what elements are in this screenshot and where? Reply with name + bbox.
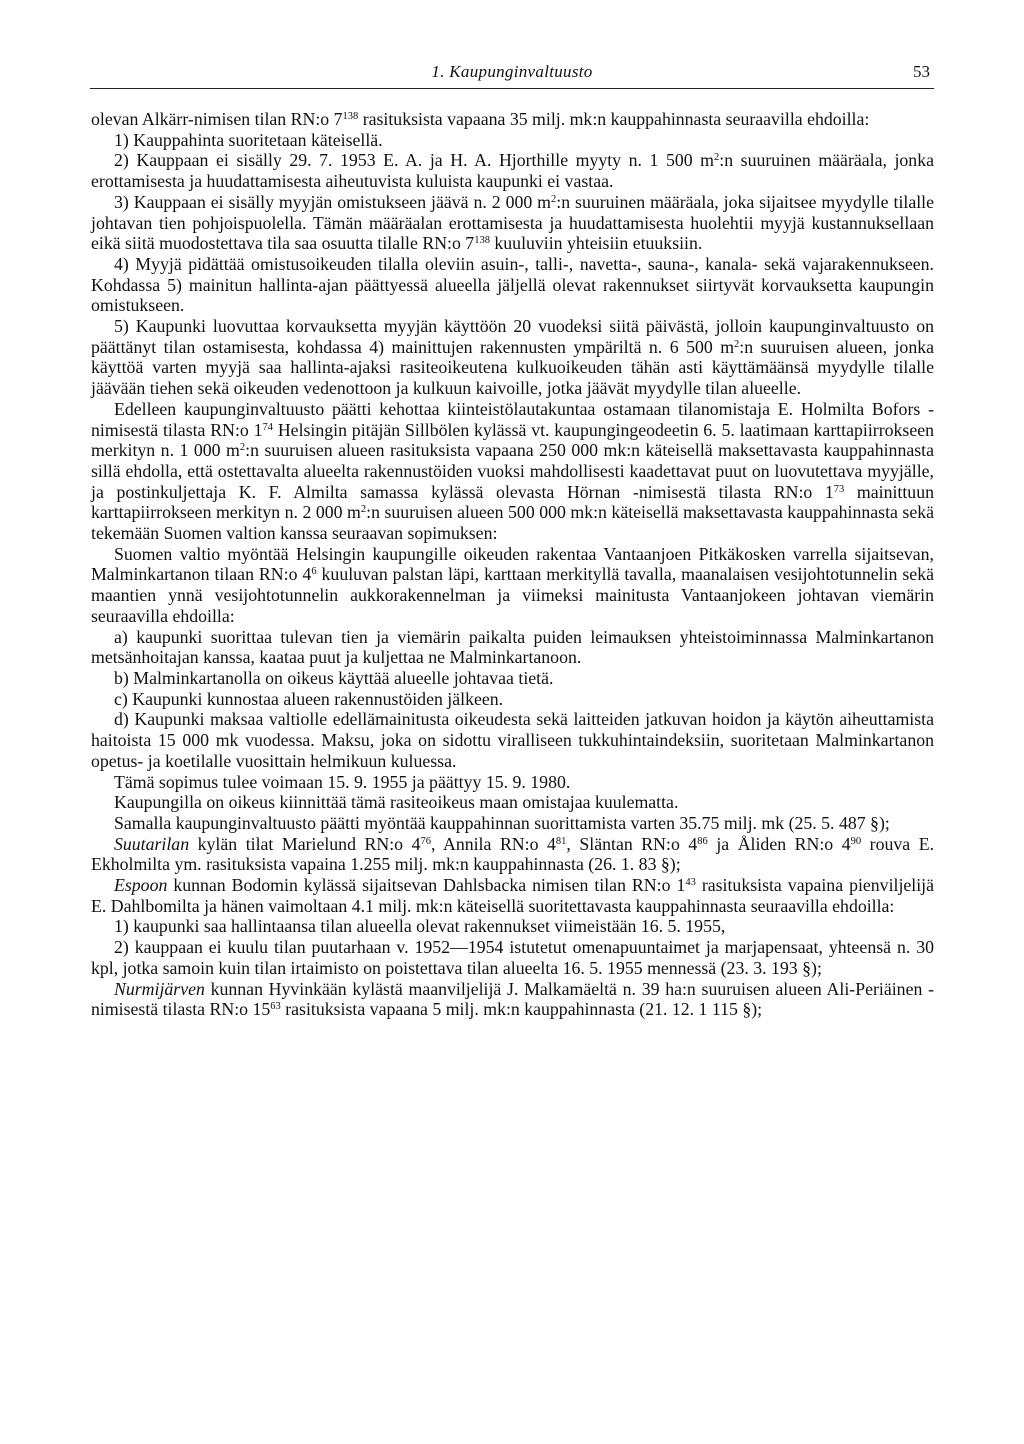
text-run: 2) Kauppaan ei sisälly 29. 7. 1953 E. A. ja H. A. Hjorthille myyty n. 1 500 m — [114, 150, 715, 171]
superscript: 2 — [239, 442, 246, 454]
text-run: rasituksista vapaina pienviljelijä E. Dahlbomilta ja hänen vaimoltaan 4.1 milj. mk:n käteisellä suoritettavasta kauppahinnasta seuraavilla ehdoilla: — [91, 875, 934, 916]
paragraph — [91, 254, 934, 316]
superscript: 2 — [734, 338, 740, 350]
paragraph — [91, 689, 934, 710]
text-run: kylän tilat Marielund RN:o 4 — [189, 833, 421, 854]
paragraph — [91, 316, 934, 399]
text-run: 1) Kauppahinta suoritetaan käteisellä. — [114, 129, 383, 150]
superscript: 138 — [342, 111, 359, 122]
chapter-title: 1. Kaupunginvaltuusto — [431, 62, 593, 81]
paragraph — [91, 668, 934, 689]
text-run: Kaupungilla on oikeus kiinnittää tämä rasiteoikeus maan omistajaa kuulematta. — [114, 792, 679, 813]
superscript: 74 — [262, 421, 274, 433]
text-run: c) Kaupunki kunnostaa alueen rakennustöiden jälkeen. — [114, 688, 504, 709]
page-number: 53 — [913, 62, 930, 81]
text-run: kunnan Hyvinkään kylästä maanviljelijä J. Malkamäeltä n. 39 ha:n suuruisen alueen Ali-Periäinen -nimisestä tilasta RN:o 15 — [91, 978, 934, 1020]
paragraph — [91, 130, 934, 151]
superscript: 73 — [833, 483, 845, 495]
paragraph — [91, 150, 934, 191]
text-run: :n suuruinen määräala, joka sijaitsee myydylle tilalle johtavan tien pohjoispuolella. Tämän määräalan erottamisesta ja huudattamisesta huolehtii myyjä kustannuksellaan eikä siitä muodostettava tila saa osuutta tilalle RN:o 7 — [91, 191, 934, 254]
text-run: a) kaupunki suorittaa tulevan tien ja viemärin paikalta puiden leimauksen yhteistoiminnassa Malminkartanon metsänhoitajan kanssa, kaataa puut ja kuljettaa ne Malminkartanoon. — [91, 626, 934, 668]
superscript: 63 — [270, 1001, 281, 1013]
superscript: 2 — [360, 504, 367, 516]
paragraph — [91, 916, 934, 937]
paragraph — [91, 399, 934, 544]
text-run: , Annila RN:o 4 — [430, 833, 556, 854]
text-run: Tämä sopimus tulee voimaan 15. 9. 1955 ja päättyy 15. 9. 1980. — [114, 771, 571, 792]
text-run: d) Kaupunki maksaa valtiolle edellämainitusta oikeudesta sekä laitteiden jatkuvan hoidon ja käytön aiheuttamista haitoista 15 000 mk vuodessa. Maksu, joka on sidottu viralliseen tukkuhintaindeksiin, suoritetaan Malminkartanon opetus- ja koetilalle vuosittain helmikuun kuluessa. — [91, 709, 934, 771]
paragraph — [91, 834, 934, 875]
text-run: 3) Kauppaan ei sisälly myyjän omistukseen jäävä n. 2 000 m — [114, 191, 552, 212]
running-header — [90, 58, 934, 89]
text-run: 5) Kaupunki luovuttaa korvauksetta myyjän käyttöön 20 vuodeksi siitä päivästä, jolloin kaupunginvaltuusto on päättänyt tilan ostamisesta, kohdassa 4) mainittujen rakennusten ympäriltä n. 6 500 m — [91, 316, 934, 357]
text-run: rouva E. Ekholmilta ym. rasituksista vapaina 1.255 milj. mk:n kauppahinnasta (26. 1. 83 §); — [91, 833, 935, 875]
text-run: 4) Myyjä pidättää omistusoikeuden tilalla oleviin asuin-, talli-, navetta-, sauna-, kanala- sekä vajarakennukseen. Kohdassa 5) mainitun hallinta-ajan päättyessä alueella jäljellä olevat rakennukset siirtyvät korvauksetta kaupungin omistukseen. — [91, 253, 934, 316]
superscript: 43 — [685, 877, 696, 889]
text-run: :n suuruisen alueen rasituksista vapaana 250 000 mk:n käteisellä maksettavasta kauppahinnasta sillä ehdolla, että ostettavalta alueelta rakennustöiden vuoksi mahdollisesti kaadettavat puut on luovutettava myyjälle, ja postinkuljettaja K. F. Almilta samassa kylässä olevasta Hörnan -nimisestä tilasta RN:o 1 — [91, 440, 934, 502]
italic-place-name: Suutarilan — [114, 833, 190, 854]
text-run: :n suuruinen määräala, jonka erottamisesta ja huudattamisesta aiheutuvista kuluista kaupunki ei vastaa. — [91, 150, 934, 192]
text-run: Suomen valtio myöntää Helsingin kaupungille oikeuden rakentaa Vantaanjoen Pitkäkosken varrella sijaitsevan, Malminkartanon tilaan RN:o 4 — [91, 543, 934, 585]
text-run: Edelleen kaupunginvaltuusto päätti kehottaa kiinteistölautakuntaa ostamaan tilanomistaja E. Holmilta Bofors -nimisestä tilasta RN:o 1 — [91, 398, 934, 440]
text-run: olevan Alkärr-nimisen tilan RN:o 7 — [91, 109, 343, 129]
superscript: 76 — [420, 835, 431, 847]
paragraph — [91, 937, 934, 978]
body-text — [91, 109, 934, 1020]
text-run: kuuluviin yhteisiin etuuksiin. — [489, 233, 703, 254]
superscript: 2 — [714, 152, 720, 164]
paragraph — [91, 792, 934, 813]
paragraph — [91, 627, 934, 668]
text-run: rasituksista vapaana 5 milj. mk:n kauppahinnasta (21. 12. 1 115 §); — [280, 999, 763, 1020]
text-run: ja Åliden RN:o 4 — [707, 833, 851, 854]
text-run: kunnan Bodomin kylässä sijaitsevan Dahlsbacka nimisen tilan RN:o 1 — [167, 875, 686, 896]
paragraph — [91, 772, 934, 793]
superscript: 90 — [850, 835, 862, 847]
text-run: rasituksista vapaana 35 milj. mk:n kauppahinnasta seuraavilla ehdoilla: — [358, 109, 870, 129]
superscript: 2 — [551, 193, 557, 205]
text-run: , Släntan RN:o 4 — [566, 833, 698, 854]
paragraph — [91, 813, 934, 834]
italic-place-name: Nurmijärven — [114, 978, 205, 999]
italic-place-name: Espoon — [114, 875, 168, 896]
text-run: b) Malminkartanolla on oikeus käyttää alueelle johtavaa tietä. — [114, 667, 554, 688]
paragraph — [91, 875, 934, 916]
text-run: :n suuruisen alueen, jonka käyttöä varten myyjä saa hallinta-ajaksi rasiteoikeutena kulkuoikeuden tähän asti käyttämäänsä myydylle tilalle jäävään tiehen sekä oikeuden vedenottoon ja kulkuun kaivoille, jotka jäävät myydylle tilan alueelle. — [91, 336, 934, 399]
superscript: 86 — [697, 835, 708, 847]
paragraph — [91, 109, 934, 130]
paragraph — [91, 709, 934, 771]
text-run: :n suuruisen alueen 500 000 mk:n käteisellä maksettavasta kauppahinnasta sekä tekemään Suomen valtion kanssa seuraavan sopimuksen: — [91, 502, 935, 544]
text-run: mainittuun karttapiirrokseen merkityn n. 2 000 m — [91, 481, 934, 523]
paragraph — [91, 979, 934, 1020]
paragraph — [91, 192, 934, 254]
paragraph — [91, 544, 934, 627]
text-run: Helsingin pitäjän Sillbölen kylässä vt. kaupungingeodeetin 6. 5. laatimaan karttapiirrokseen merkityn n. 1 000 m — [91, 419, 934, 461]
superscript: 138 — [474, 235, 490, 247]
text-run: 2) kauppaan ei kuulu tilan puutarhaan v. 1952—1954 istutetut omenapuuntaimet ja marjapensaat, yhteensä n. 30 kpl, jotka samoin kuin tilan irtaimisto on poistettava tilan alueelta 16. 5. 1955 mennessä (23. 3. 193 §); — [91, 937, 934, 978]
text-run: 1) kaupunki saa hallintaansa tilan alueella olevat rakennukset viimeistään 16. 5. 1955, — [114, 916, 726, 937]
superscript: 81 — [555, 835, 567, 847]
superscript: 6 — [311, 566, 317, 578]
text-run: Samalla kaupunginvaltuusto päätti myöntää kauppahinnan suorittamista varten 35.75 milj. mk (25. 5. 487 §); — [114, 812, 890, 833]
text-run: kuuluvan palstan läpi, karttaan merkityllä tavalla, maanalaisen vesijohtotunnelin sekä maantien ynnä vesijohtotunnelin aukkorakennelman ja viimeksi mainitusta Vantaanjokeen johtavan viemärin seuraavilla ehdoilla: — [91, 564, 934, 626]
